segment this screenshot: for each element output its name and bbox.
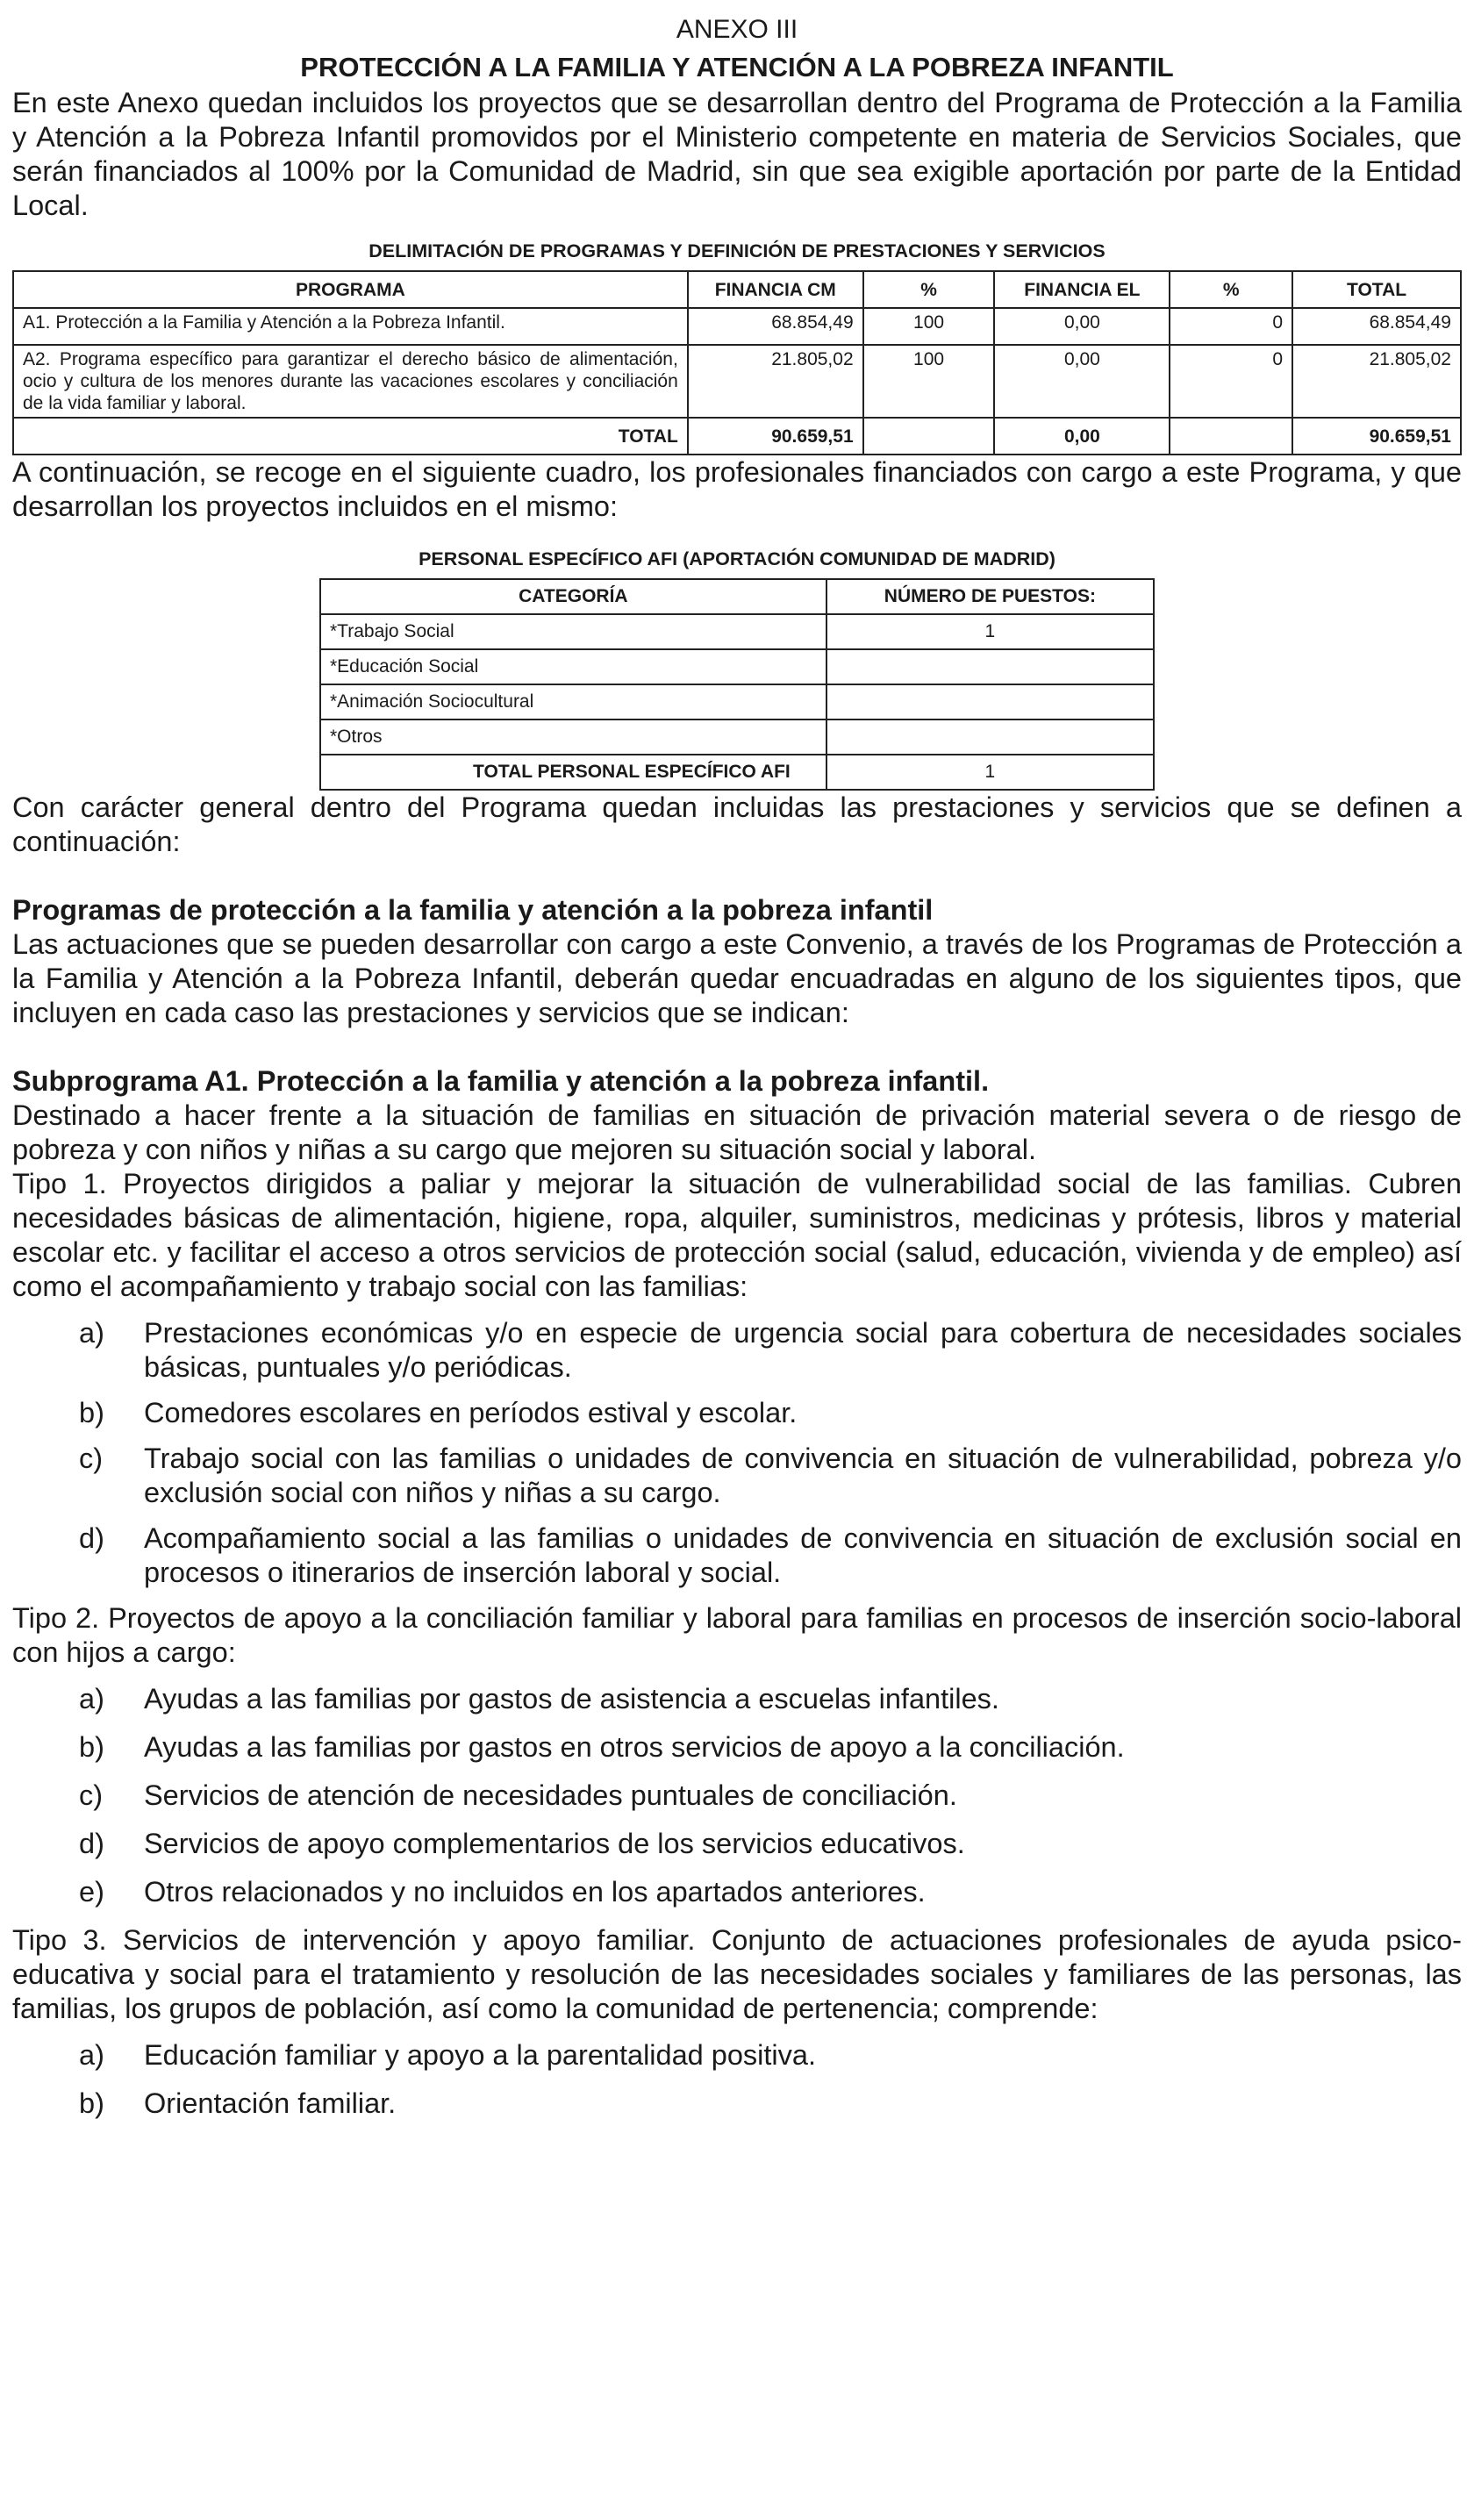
- cell-puestos: [826, 649, 1154, 684]
- total-financia-el: 0,00: [994, 418, 1170, 455]
- list-item-letter: b): [79, 1397, 104, 1428]
- table-total-row: [320, 755, 1154, 790]
- cell-pct-el: 0: [1170, 308, 1292, 345]
- funding-table: [12, 270, 1462, 455]
- total-pct-el: [1170, 418, 1292, 455]
- list-item-letter: c): [79, 1443, 104, 1474]
- list-item-letter: b): [79, 1731, 104, 1763]
- staff-table: [319, 578, 1155, 791]
- document-page: [12, 9, 1462, 2135]
- tipo2-list: [12, 1682, 1462, 1909]
- cell-financia-cm: 21.805,02: [688, 345, 863, 418]
- tipo1-list: [12, 1316, 1462, 1590]
- list-item-letter: a): [79, 1683, 104, 1715]
- cell-financia-el: 0,00: [994, 345, 1170, 418]
- list-item-letter: d): [79, 1522, 104, 1554]
- intro-paragraph: En este Anexo quedan incluidos los proyectos que se desarrollan dentro del Programa de Protección a la Familia y Atención a la Pobreza Infantil promovidos por el Ministerio competente en materia de Servicios Sociales, que serán financiados al 100% por la Comunidad de Madrid, sin que sea exigible aportación por parte de la Entidad Local.: [12, 87, 1462, 221]
- cell-financia-cm: 68.854,49: [688, 308, 863, 345]
- actuaciones-paragraph: Las actuaciones que se pueden desarrollar con cargo a este Convenio, a través de los Programas de Protección a la Familia y Atención a la Pobreza Infantil, deberán quedar encuadradas en alguno de los siguientes tipos, que incluyen en cada caso las prestaciones y servicios que se indican:: [12, 928, 1462, 1028]
- list-item: [12, 1682, 1462, 1716]
- cell-pct-cm: 100: [863, 345, 995, 418]
- cell-programa: A2. Programa específico para garantizar el derecho básico de alimentación, ocio y cultura de los menores durante las vacaciones escolares y conciliación de la vida familiar y laboral.: [13, 345, 688, 418]
- table-row: [13, 345, 1461, 418]
- list-item-text: Comedores escolares en períodos estival y escolar.: [144, 1397, 798, 1428]
- list-item: [12, 2038, 1462, 2073]
- cell-categoria: *Animación Sociocultural: [320, 684, 826, 719]
- list-item-text: Acompañamiento social a las familias o unidades de convivencia en situación de exclusión social en procesos o itinerarios de inserción laboral y social.: [144, 1522, 1462, 1588]
- table-header-row: [320, 579, 1154, 614]
- staff-total-label: TOTAL PERSONAL ESPECÍFICO AFI: [320, 755, 826, 790]
- list-item-letter: b): [79, 2087, 104, 2119]
- list-item-letter: a): [79, 2039, 104, 2071]
- cell-total: 21.805,02: [1292, 345, 1461, 418]
- list-item-text: Prestaciones económicas y/o en especie de urgencia social para cobertura de necesidades sociales básicas, puntuales y/o periódicas.: [144, 1317, 1462, 1383]
- table-row: [13, 308, 1461, 345]
- header-programa: PROGRAMA: [13, 271, 688, 308]
- document-title: PROTECCIÓN A LA FAMILIA Y ATENCIÓN A LA POBREZA INFANTIL: [300, 52, 1174, 82]
- cell-puestos: 1: [826, 614, 1154, 649]
- table-row: [320, 614, 1154, 649]
- list-item: [12, 1875, 1462, 1909]
- list-item: [12, 2087, 1462, 2121]
- cell-pct-el: 0: [1170, 345, 1292, 418]
- tipo3-list: [12, 2038, 1462, 2121]
- annex-label: ANEXO III: [676, 15, 798, 44]
- cell-programa: A1. Protección a la Familia y Atención a la Pobreza Infantil.: [13, 308, 688, 345]
- table1-caption: DELIMITACIÓN DE PROGRAMAS Y DEFINICIÓN DE PRESTACIONES Y SERVICIOS: [368, 240, 1106, 261]
- table-total-row: [13, 418, 1461, 455]
- total-pct-cm: [863, 418, 995, 455]
- cell-puestos: [826, 684, 1154, 719]
- subprogram-heading: Subprograma A1. Protección a la familia y atención a la pobreza infantil.: [12, 1065, 990, 1097]
- cell-total: 68.854,49: [1292, 308, 1461, 345]
- programs-heading: Programas de protección a la familia y atención a la pobreza infantil: [12, 894, 934, 926]
- header-puestos: NÚMERO DE PUESTOS:: [826, 579, 1154, 614]
- list-item-text: Ayudas a las familias por gastos de asistencia a escuelas infantiles.: [144, 1683, 999, 1715]
- list-item-text: Servicios de atención de necesidades puntuales de conciliación.: [144, 1779, 957, 1811]
- total-financia-cm: 90.659,51: [688, 418, 863, 455]
- list-item-text: Otros relacionados y no incluidos en los apartados anteriores.: [144, 1876, 926, 1908]
- cell-categoria: *Otros: [320, 719, 826, 755]
- total-total: 90.659,51: [1292, 418, 1461, 455]
- list-item: [12, 1521, 1462, 1590]
- table-row: [320, 684, 1154, 719]
- list-item-text: Trabajo social con las familias o unidades de convivencia en situación de vulnerabilidad, pobreza y/o exclusión social con niños y niñas a su cargo.: [144, 1443, 1462, 1508]
- header-pct-cm: %: [863, 271, 995, 308]
- list-item-text: Ayudas a las familias por gastos en otros servicios de apoyo a la conciliación.: [144, 1731, 1125, 1763]
- table-row: [320, 719, 1154, 755]
- cuadro-intro-paragraph: A continuación, se recoge en el siguiente cuadro, los profesionales financiados con cargo a este Programa, y que desarrollan los proyectos incluidos en el mismo:: [12, 456, 1462, 522]
- cell-categoria: *Educación Social: [320, 649, 826, 684]
- table-row: [320, 649, 1154, 684]
- general-paragraph: Con carácter general dentro del Programa quedan incluidas las prestaciones y servicios que se definen a continuación:: [12, 791, 1462, 857]
- list-item: [12, 1396, 1462, 1430]
- header-financia-cm: FINANCIA CM: [688, 271, 863, 308]
- header-categoria: CATEGORÍA: [320, 579, 826, 614]
- list-item-text: Orientación familiar.: [144, 2087, 397, 2119]
- cell-puestos: [826, 719, 1154, 755]
- list-item: [12, 1779, 1462, 1813]
- list-item: [12, 1316, 1462, 1385]
- header-total: TOTAL: [1292, 271, 1461, 308]
- list-item-letter: e): [79, 1876, 104, 1908]
- destinado-paragraph: Destinado a hacer frente a la situación de familias en situación de privación material severa o de riesgo de pobreza y con niños y niñas a su cargo que mejoren su situación social y laboral.: [12, 1099, 1462, 1165]
- cell-pct-cm: 100: [863, 308, 995, 345]
- list-item-letter: d): [79, 1828, 104, 1859]
- list-item-text: Servicios de apoyo complementarios de los servicios educativos.: [144, 1828, 965, 1859]
- header-pct-el: %: [1170, 271, 1292, 308]
- cell-categoria: *Trabajo Social: [320, 614, 826, 649]
- table-header-row: [13, 271, 1461, 308]
- tipo3-paragraph: Tipo 3. Servicios de intervención y apoyo familiar. Conjunto de actuaciones profesionales de ayuda psico-educativa y social para el tratamiento y resolución de las necesidades sociales y familiares de las personas, las familias, los grupos de población, así como la comunidad de pertenencia; comprende:: [12, 1924, 1462, 2024]
- total-label: TOTAL: [13, 418, 688, 455]
- cell-financia-el: 0,00: [994, 308, 1170, 345]
- tipo2-paragraph: Tipo 2. Proyectos de apoyo a la conciliación familiar y laboral para familias en procesos de inserción socio-laboral con hijos a cargo:: [12, 1602, 1462, 1668]
- list-item-letter: c): [79, 1779, 104, 1811]
- list-item-letter: a): [79, 1317, 104, 1349]
- staff-total-value: 1: [826, 755, 1154, 790]
- list-item: [12, 1442, 1462, 1510]
- list-item: [12, 1827, 1462, 1861]
- header-financia-el: FINANCIA EL: [994, 271, 1170, 308]
- table2-caption: PERSONAL ESPECÍFICO AFI (APORTACIÓN COMUNIDAD DE MADRID): [419, 548, 1055, 569]
- list-item: [12, 1730, 1462, 1765]
- tipo1-paragraph: Tipo 1. Proyectos dirigidos a paliar y mejorar la situación de vulnerabilidad social de las familias. Cubren necesidades básicas de alimentación, higiene, ropa, alquiler, suministros, medicinas y prótesis, libros y material escolar etc. y facilitar el acceso a otros servicios de protección social (salud, educación, vivienda y de empleo) así como el acompañamiento y trabajo social con las familias:: [12, 1168, 1462, 1302]
- list-item-text: Educación familiar y apoyo a la parentalidad positiva.: [144, 2039, 817, 2071]
